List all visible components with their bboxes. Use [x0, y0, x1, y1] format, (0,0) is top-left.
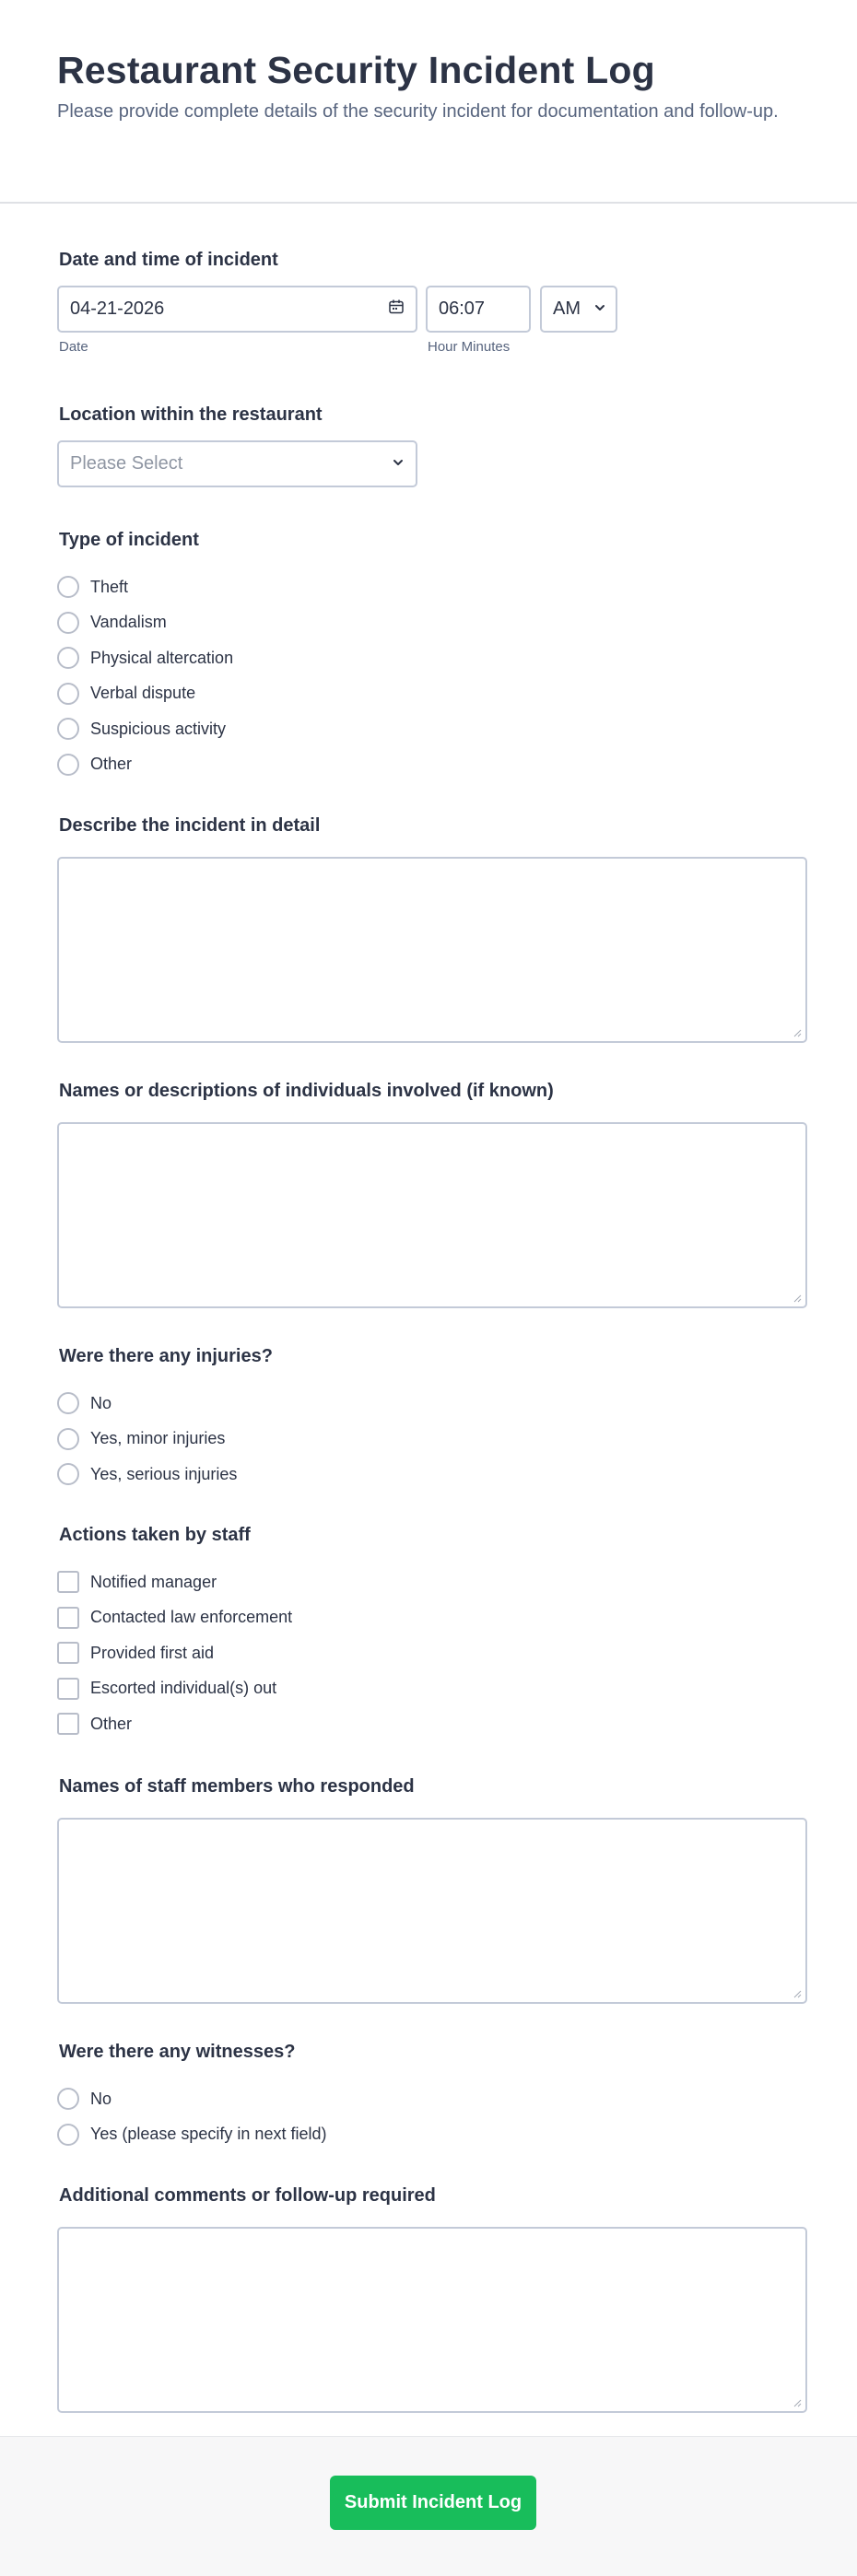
- time-input[interactable]: [426, 286, 531, 333]
- actions-question: [57, 1524, 807, 1742]
- radio-button[interactable]: [57, 718, 79, 740]
- resize-handle-icon[interactable]: [792, 1028, 802, 1037]
- comments-textarea[interactable]: [57, 2227, 807, 2413]
- actions-option-other[interactable]: [57, 1706, 807, 1742]
- option-label: Verbal dispute: [90, 684, 196, 703]
- option-label: Other: [90, 755, 133, 774]
- checkbox[interactable]: [57, 1678, 79, 1700]
- actions-option-contacted-law-enforcement[interactable]: [57, 1600, 807, 1636]
- incident-type-option-verbal-dispute[interactable]: [57, 676, 807, 712]
- actions-option-escorted-out[interactable]: [57, 1671, 807, 1707]
- individuals-question: [57, 1080, 807, 1308]
- incident-type-option-theft[interactable]: [57, 569, 807, 605]
- option-label: Provided first aid: [90, 1643, 215, 1662]
- radio-button[interactable]: [57, 647, 79, 669]
- incident-type-label: Type of incident: [59, 530, 199, 550]
- location-question: [57, 404, 807, 487]
- radio-button[interactable]: [57, 1428, 79, 1450]
- staff-question: [57, 1775, 807, 2004]
- incident-type-option-other[interactable]: [57, 747, 807, 783]
- injuries-option-minor[interactable]: [57, 1422, 807, 1458]
- actions-option-notified-manager[interactable]: [57, 1564, 807, 1600]
- actions-options: [57, 1564, 807, 1742]
- option-label: Other: [90, 1714, 133, 1733]
- radio-button[interactable]: [57, 2124, 79, 2146]
- chevron-down-icon: [593, 299, 606, 320]
- staff-label: Names of staff members who responded: [59, 1776, 415, 1797]
- radio-button[interactable]: [57, 2088, 79, 2110]
- injuries-option-no[interactable]: [57, 1386, 807, 1422]
- describe-question: [57, 814, 807, 1043]
- witnesses-label: Were there any witnesses?: [59, 2042, 296, 2062]
- incident-type-option-physical-altercation[interactable]: [57, 640, 807, 676]
- date-sublabel: Date: [59, 339, 88, 355]
- actions-option-provided-first-aid[interactable]: [57, 1635, 807, 1671]
- actions-label: Actions taken by staff: [59, 1525, 251, 1545]
- incident-datetime-label: Date and time of incident: [59, 250, 278, 270]
- submit-area: [0, 2437, 857, 2576]
- date-input[interactable]: [57, 286, 417, 333]
- incident-type-options: [57, 569, 807, 782]
- option-label: Contacted law enforcement: [90, 1608, 293, 1627]
- injuries-question: [57, 1345, 807, 1493]
- location-label: Location within the restaurant: [59, 404, 323, 425]
- option-label: Notified manager: [90, 1572, 217, 1591]
- option-label: Physical altercation: [90, 648, 234, 667]
- checkbox[interactable]: [57, 1607, 79, 1629]
- submit-button[interactable]: Submit Incident Log: [330, 2476, 536, 2530]
- time-sublabel: Hour Minutes: [428, 339, 511, 355]
- form-header: [0, 0, 857, 204]
- date-value: 04-21-2026: [70, 299, 165, 319]
- chevron-down-icon: [392, 453, 405, 474]
- injuries-options: [57, 1386, 807, 1493]
- radio-button[interactable]: [57, 576, 79, 598]
- radio-button[interactable]: [57, 1392, 79, 1414]
- resize-handle-icon[interactable]: [792, 1989, 802, 1998]
- option-label: Theft: [90, 577, 129, 596]
- witnesses-option-yes[interactable]: [57, 2117, 807, 2153]
- checkbox[interactable]: [57, 1571, 79, 1593]
- incident-type-option-vandalism[interactable]: [57, 605, 807, 641]
- option-label: Yes, minor injuries: [90, 1429, 226, 1448]
- form-title: Restaurant Security Incident Log: [57, 49, 655, 91]
- comments-question: [57, 2184, 807, 2413]
- incident-datetime-question: [57, 249, 807, 369]
- form-description: Please provide complete details of the security incident for documentation and follow-up.: [57, 101, 779, 122]
- location-placeholder: Please Select: [70, 453, 183, 474]
- individuals-textarea[interactable]: [57, 1122, 807, 1308]
- location-select[interactable]: [57, 440, 417, 487]
- radio-button[interactable]: [57, 612, 79, 634]
- radio-button[interactable]: [57, 754, 79, 776]
- staff-textarea[interactable]: [57, 1818, 807, 2004]
- resize-handle-icon[interactable]: [792, 1294, 802, 1303]
- option-label: Suspicious activity: [90, 719, 227, 738]
- checkbox[interactable]: [57, 1713, 79, 1735]
- witnesses-question: [57, 2041, 807, 2152]
- individuals-label: Names or descriptions of individuals involved (if known): [59, 1081, 554, 1101]
- option-label: Yes, serious injuries: [90, 1464, 238, 1483]
- option-label: Vandalism: [90, 613, 167, 632]
- incident-type-option-suspicious-activity[interactable]: [57, 711, 807, 747]
- describe-textarea[interactable]: [57, 857, 807, 1043]
- ampm-value: AM: [553, 299, 581, 319]
- checkbox[interactable]: [57, 1642, 79, 1664]
- radio-button[interactable]: [57, 683, 79, 705]
- comments-label: Additional comments or follow-up required: [59, 2185, 436, 2206]
- injuries-option-serious[interactable]: [57, 1457, 807, 1493]
- option-label: No: [90, 1393, 112, 1412]
- option-label: Yes (please specify in next field): [90, 2125, 327, 2144]
- form-body: [0, 204, 857, 2437]
- injuries-label: Were there any injuries?: [59, 1346, 273, 1366]
- incident-type-question: [57, 529, 807, 782]
- calendar-icon[interactable]: [388, 299, 405, 321]
- witnesses-option-no[interactable]: [57, 2081, 807, 2117]
- option-label: Escorted individual(s) out: [90, 1679, 277, 1698]
- time-value: 06:07: [439, 299, 486, 319]
- witnesses-options: [57, 2081, 807, 2152]
- option-label: No: [90, 2089, 112, 2108]
- resize-handle-icon[interactable]: [792, 2398, 802, 2407]
- describe-label: Describe the incident in detail: [59, 815, 321, 836]
- radio-button[interactable]: [57, 1463, 79, 1485]
- ampm-select[interactable]: [540, 286, 617, 333]
